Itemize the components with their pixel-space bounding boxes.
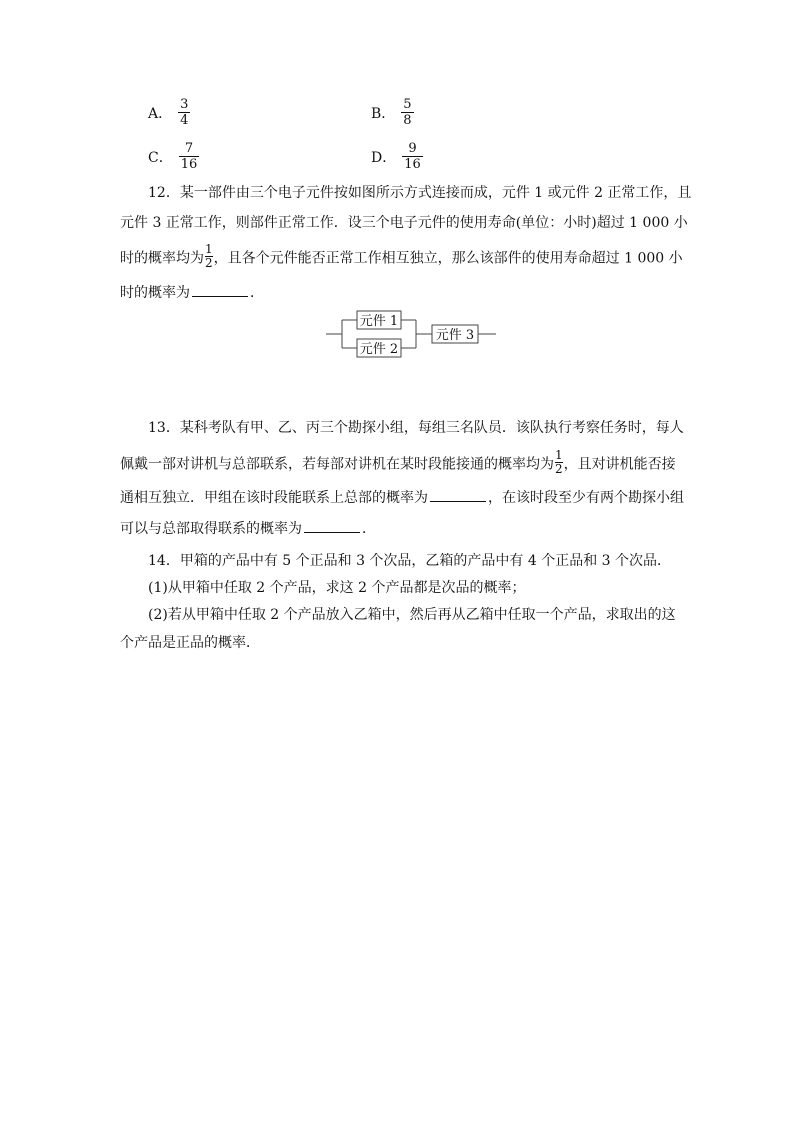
- q12-line-3-pre: 时的概率均为: [120, 250, 204, 267]
- q13-line-2: [120, 448, 676, 478]
- q12-line-1: 12．某一部件由三个电子元件按如图所示方式连接而成，元件 1 或元件 2 正常工作，且: [148, 185, 692, 201]
- q12-line-4-post: ．: [250, 285, 264, 301]
- option-d-label: D．: [371, 149, 397, 166]
- option-c: [148, 141, 199, 172]
- q14-line-2: (1)从甲箱中任取 2 个产品，求这 2 个产品都是次品的概率；: [148, 580, 526, 596]
- option-d-denominator: 16: [404, 157, 421, 172]
- q13-line-1: 13．某科考队有甲、乙、丙三个勘探小组，每组三名队员．该队执行考察任务时，每人: [148, 420, 684, 436]
- option-b-label: B．: [371, 105, 396, 122]
- q13-line-2-pre: 佩戴一部对讲机与总部联系，若每部对讲机在某时段能接通的概率均为: [120, 456, 554, 473]
- q13-line-4-pre: 可以与总部取得联系的概率为: [120, 521, 302, 537]
- q13-line-3: [120, 487, 684, 508]
- option-a-fraction: [178, 97, 190, 128]
- option-c-fraction: [179, 141, 200, 172]
- q13-frac-den: 2: [555, 462, 563, 476]
- option-c-numerator: 7: [184, 141, 194, 156]
- option-d-numerator: 9: [408, 141, 417, 156]
- circuit-diagram: [320, 308, 510, 362]
- option-b-denominator: 8: [403, 113, 412, 128]
- q13-line-3-pre: 通相互独立．甲组在该时段能联系上总部的概率为: [120, 490, 428, 506]
- option-c-label: C．: [148, 149, 173, 166]
- q13-answer-blank-1[interactable]: [430, 487, 486, 502]
- q13-answer-blank-2[interactable]: [304, 518, 360, 533]
- q14-line-3: (2)若从甲箱中任取 2 个产品放入乙箱中，然后再从乙箱中任取一个产品，求取出的这: [148, 607, 676, 623]
- q14-line-1: 14．甲箱的产品中有 5 个正品和 3 个次品，乙箱的产品中有 4 个正品和 3 个次品．: [148, 553, 672, 569]
- q13-line-3-post: ，在该时段至少有两个勘探小组: [488, 490, 684, 506]
- option-a-denominator: 4: [180, 113, 189, 128]
- option-a-label: A．: [148, 105, 173, 122]
- option-d-fraction: [402, 141, 423, 172]
- q13-frac-num: 1: [555, 448, 563, 462]
- q13-line-2-post: ，且对讲机能否接: [563, 456, 676, 473]
- q13-fraction: [555, 449, 563, 476]
- option-b: [371, 97, 414, 128]
- q12-line-3: [120, 242, 683, 272]
- component-2-label: 元件 2: [359, 342, 399, 357]
- q12-line-3-post: ，且各个元件能否正常工作相互独立，那么该部件的使用寿命超过 1 000 小: [213, 250, 683, 267]
- option-b-fraction: [401, 97, 413, 128]
- q12-frac-den: 2: [205, 256, 213, 270]
- q13-line-4-post: ．: [362, 521, 376, 537]
- option-d: [371, 141, 423, 172]
- q12-answer-blank[interactable]: [192, 282, 248, 297]
- option-b-numerator: 5: [403, 97, 412, 112]
- component-1-label: 元件 1: [359, 314, 399, 329]
- option-a-numerator: 3: [180, 97, 189, 112]
- component-3-label: 元件 3: [435, 328, 475, 343]
- q13-line-4: [120, 518, 376, 539]
- option-a: [148, 97, 190, 128]
- q12-line-4-pre: 时的概率为: [120, 285, 190, 301]
- q12-frac-num: 1: [205, 242, 213, 256]
- q14-line-4: 个产品是正品的概率．: [120, 635, 260, 651]
- q12-line-2: 元件 3 正常工作，则部件正常工作．设三个电子元件的使用寿命(单位：小时)超过 1 000 小: [120, 215, 688, 231]
- q12-line-4: [120, 282, 264, 303]
- option-c-denominator: 16: [180, 157, 198, 172]
- q12-fraction: [205, 243, 213, 270]
